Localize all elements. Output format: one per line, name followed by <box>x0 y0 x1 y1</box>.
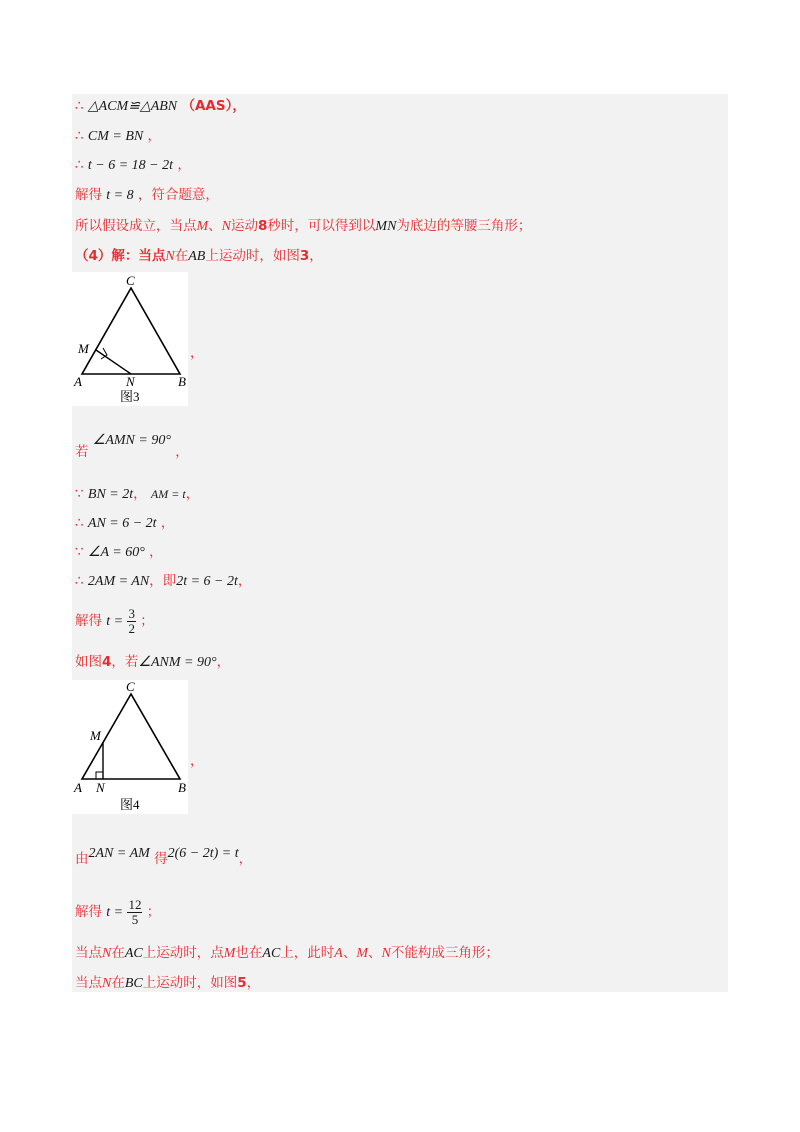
figure-number: 5 <box>237 975 247 991</box>
denominator: 5 <box>131 911 139 927</box>
label-m: M <box>90 728 101 743</box>
text: 上运动时，如图 <box>142 975 238 991</box>
math-expression: ∠A = 60° <box>87 545 145 560</box>
figure-3 <box>72 272 188 406</box>
punctuation: ； <box>146 904 161 920</box>
label-a: A <box>74 780 82 795</box>
line-solve-3-2 <box>75 604 154 639</box>
figure-4 <box>72 680 188 814</box>
right-angle-mark <box>96 772 103 779</box>
math-expression: t = <box>106 905 124 920</box>
punctuation: ， <box>149 544 163 560</box>
text: 运动 <box>231 218 259 234</box>
text: 、 <box>342 945 357 961</box>
line-cm-bn <box>75 127 161 146</box>
text: 若 <box>75 444 89 460</box>
math-var: N <box>165 249 175 264</box>
punctuation: ， <box>237 573 252 589</box>
punctuation: ， <box>246 975 261 991</box>
text: 秒时，可以得到以 <box>267 218 376 234</box>
math-var: M <box>223 946 236 961</box>
math-expression: △ACM≌△ABN <box>87 99 178 114</box>
text: 、 <box>208 218 222 234</box>
line-equation <box>75 156 191 175</box>
label-b: B <box>178 374 186 389</box>
math-var: N <box>102 946 112 961</box>
math-expression: 2AN = AM <box>88 846 150 861</box>
text: （4）解：当点 <box>75 248 166 264</box>
line-relation <box>75 572 251 591</box>
label-c: C <box>126 273 135 288</box>
therefore-symbol: ∴ <box>75 573 84 589</box>
line-solve-t8 <box>75 186 219 205</box>
punctuation: ， <box>190 753 204 769</box>
math-expression: MN <box>375 219 397 234</box>
text: 、 <box>368 945 382 961</box>
text: 当点 <box>75 945 102 961</box>
math-expression: AC <box>262 946 281 961</box>
math-expression: BC <box>124 976 143 991</box>
figure-number: 4 <box>102 654 112 670</box>
text: 在 <box>111 975 125 991</box>
therefore-symbol: ∴ <box>75 157 84 173</box>
label-n: N <box>126 374 135 389</box>
math-var: N <box>221 219 232 234</box>
punctuation: ， <box>175 444 189 460</box>
therefore-symbol: ∴ <box>75 98 84 114</box>
math-var: A <box>334 946 343 961</box>
label-a: A <box>74 374 82 389</box>
math-var: N <box>381 946 391 961</box>
math-expression: AM = t <box>150 487 186 501</box>
text: 也在 <box>235 945 263 961</box>
math-var: N <box>102 976 112 991</box>
text: 当点 <box>75 975 102 991</box>
punctuation: ； <box>140 613 154 629</box>
text: 如图 <box>75 654 102 670</box>
line-from-relation <box>75 846 253 869</box>
fraction <box>127 898 142 927</box>
line-if-amn <box>75 433 189 462</box>
denominator: 2 <box>128 620 135 636</box>
numerator: 3 <box>128 605 135 621</box>
therefore-symbol: ∴ <box>75 128 84 144</box>
label-c: C <box>126 680 135 694</box>
text: 在 <box>174 248 189 264</box>
segment-mn <box>96 350 131 374</box>
line-part4-intro <box>75 247 323 266</box>
text: 上运动时，点 <box>142 945 224 961</box>
math-expression: t = 8 <box>106 188 134 203</box>
label-b: B <box>178 780 186 795</box>
math-expression: t = <box>106 614 124 629</box>
fraction <box>127 607 136 636</box>
text: 解得 <box>75 613 102 629</box>
math-expression: AC <box>124 946 143 961</box>
label-n: N <box>96 780 105 795</box>
math-expression: CM = BN <box>87 129 144 144</box>
text: 解得 <box>75 904 102 920</box>
figure-number: 3 <box>299 248 310 264</box>
text: 为底边的等腰三角形； <box>396 218 532 234</box>
figure-3-diagram <box>72 272 188 406</box>
line-n-on-ac <box>75 944 499 963</box>
punctuation: ， <box>147 128 162 144</box>
figure-4-diagram <box>72 680 188 814</box>
number: 8 <box>258 218 268 234</box>
figure-caption: 图3 <box>120 389 140 404</box>
line-congruence <box>75 97 246 116</box>
figure-caption: 图4 <box>120 797 140 812</box>
line-angle-a <box>75 543 163 562</box>
line-n-on-bc <box>75 974 260 993</box>
math-expression: AN = 6 − 2t <box>87 516 157 531</box>
punctuation: ， <box>133 486 147 502</box>
math-var: M <box>196 219 209 234</box>
line-an <box>75 514 174 533</box>
punctuation: ， <box>309 248 323 264</box>
math-expression: ∠AMN = 90° <box>92 433 171 448</box>
punctuation: ， <box>177 157 191 173</box>
text: 在 <box>111 945 125 961</box>
punctuation: ， <box>185 486 200 502</box>
text: 上，此时 <box>280 945 335 961</box>
text: 解得 <box>75 187 102 203</box>
because-symbol: ∵ <box>75 486 84 502</box>
math-expression: 2AM = AN <box>87 574 150 589</box>
line-solve-12-5 <box>75 893 160 932</box>
text: 得 <box>154 851 168 867</box>
text: ，若 <box>111 654 139 670</box>
because-symbol: ∵ <box>75 544 84 560</box>
text: 不能构成三角形； <box>390 945 499 961</box>
triangle-abc <box>82 288 180 374</box>
line-given <box>75 485 199 504</box>
line-fig4-intro <box>75 653 230 672</box>
text: ，符合题意， <box>137 187 219 203</box>
math-expression: AB <box>188 249 206 264</box>
punctuation: ， <box>190 345 204 361</box>
text: ，即 <box>149 573 177 589</box>
label-m: M <box>78 341 89 356</box>
math-expression: 2(6 − 2t) = t <box>167 846 239 861</box>
math-var: M <box>356 946 369 961</box>
punctuation: ， <box>238 851 253 867</box>
punctuation: ， <box>216 654 231 670</box>
numerator: 12 <box>128 896 142 912</box>
text: 所以假设成立，当点 <box>75 218 197 234</box>
punctuation: ， <box>160 515 175 531</box>
text: 由 <box>75 851 89 867</box>
math-expression: 2t = 6 − 2t <box>176 574 238 589</box>
therefore-symbol: ∴ <box>75 515 84 531</box>
math-expression: ∠ANM = 90° <box>138 655 217 670</box>
math-expression: BN = 2t <box>87 487 134 502</box>
line-conclusion <box>75 217 531 236</box>
reason-text: （AAS）， <box>181 98 246 114</box>
math-expression: t − 6 = 18 − 2t <box>87 158 174 173</box>
text: 上运动时，如图 <box>205 248 300 264</box>
